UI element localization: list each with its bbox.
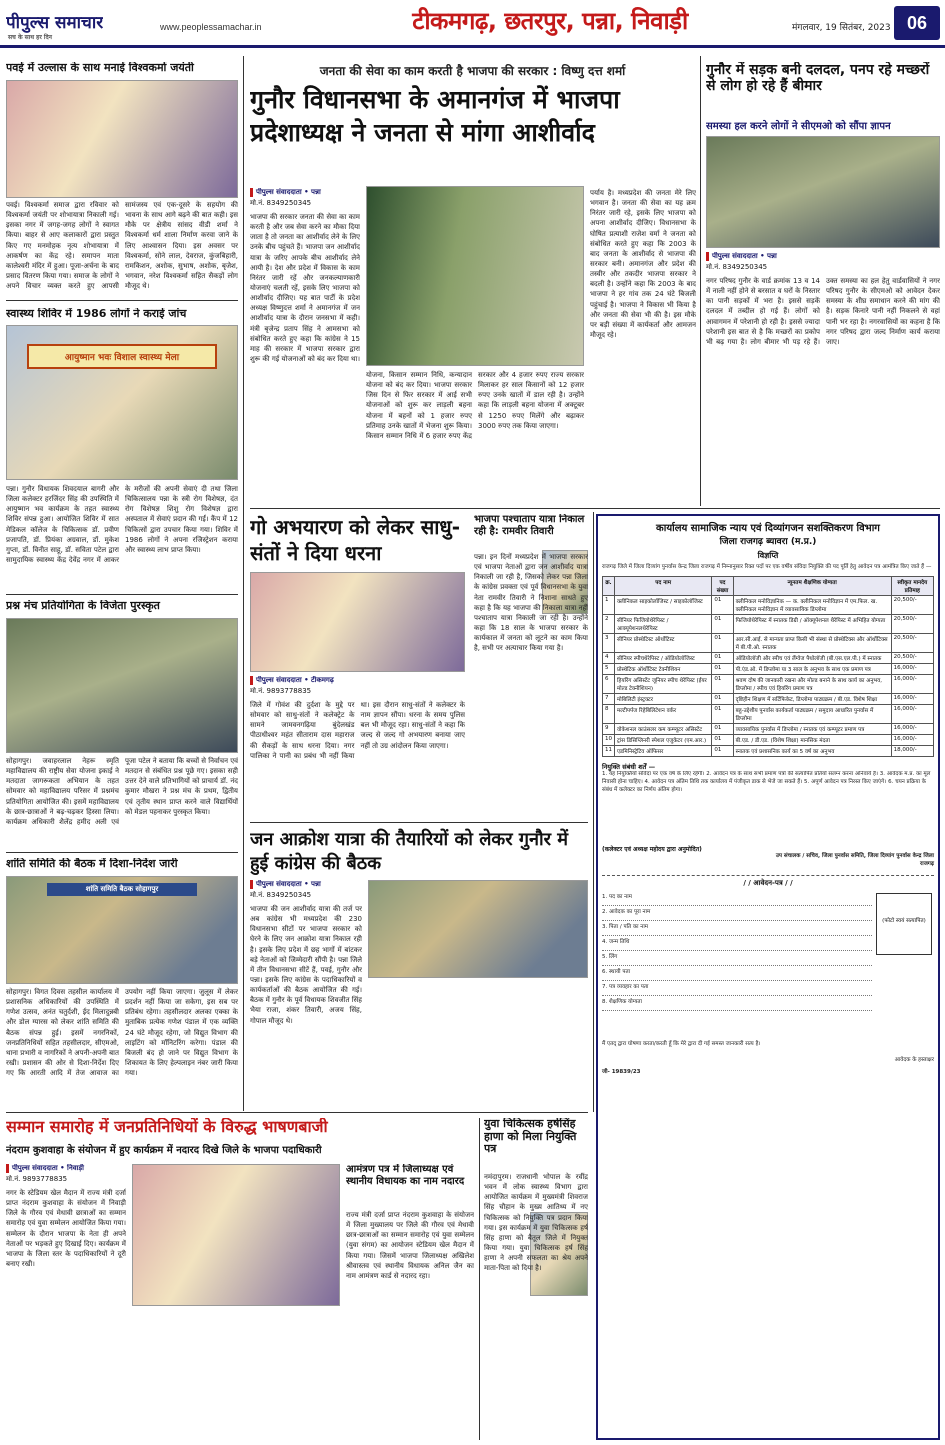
ad-table-row: [603, 723, 934, 734]
ad-vacancy-table: [602, 576, 934, 757]
story-cow-sanctuary-body: जिले में गोवंश की दुर्दशा के मुद्दे पर सोमवार को साधु-संतों ने कलेक्ट्रेट के सामने जामवनगढ़िया बुंदेलखंड पीठाधीश्वर महंत सीताराम दास महाराज की सैकड़ों के साथ धरना दिया। नगर पालिका ने पानी का प्रबंध भी नहीं किया था। इस दौरान साधु-संतों ने कलेक्टर के नाम ज्ञापन सौंपा। धरना के समय पुलिस बल भी मौजूद रहा। साधु-संतों ने कहा कि जल्द से जल्द गो अभयारण बनाया जाए नहीं तो उग्र आंदोलन किया जाएगा।: [250, 701, 465, 760]
ad-table-cell: 01: [712, 614, 733, 633]
story-vishwakarma-body: पवई। विश्वकर्मा समाज द्वारा रविवार को विश्वकर्मा जयंती पर शोभायात्रा निकाली गई। इसका नगर में जगह-जगह लोगों ने स्वागत किया। बाहर से आए कलाकारों द्वारा प्रस्तुत किए गए मनमोहक नृत्य शोभायात्रा में आकर्षण का केंद्र रहे। समापन माता कालेश्वरी मंदिर में हुआ। पूजा-अर्चना के बाद प्रसाद वितरण किया गया। समाज के लोगों ने अपने विचार व्यक्त करते हुए आपसी सामंजस्य एवं एक-दूसरे के सहयोग की भावना के साथ आगे बढ़ने की बात कही। इस मौके पर क्षेत्रीय सांसद वीडी शर्मा ने विश्वकर्मा धर्म शाला निर्माण करवा जाने के लिए आश्वासन दिया। इस अवसर पर विश्वकर्मा, सोने लाल, देवराज, कुंजबिहारी, रामकिशन, अशोक, सुभाष, अशोक, बृजेश, भगवान, नरेश विश्वकर्मा सहित सैकड़ों लोग मौजूद थे।: [6, 201, 238, 291]
ad-table-cell: क्लीनिकल मनोविज्ञानिक — क. क्लीनिकल मनोविज्ञान में एम.फिल. ख. क्लीनिकल मनोविज्ञान में व्यावसायिक डिप्लोमा: [733, 595, 891, 614]
ad-code: जी- 19839/23: [602, 1068, 641, 1075]
ad-table-cell: मल्टीपर्पज रिहेबिलिटेशन वर्कर: [615, 704, 712, 723]
ad-table-cell: दृष्टिहीन शिक्षण में सर्टिफिकेट, डिप्लोमा पाठ्यक्रम / बी.एड. विशेष शिक्षा: [733, 693, 891, 704]
ad-table-cell: स्नातक एवं प्रशासनिक कार्य का 5 वर्ष का अनुभव: [733, 745, 891, 756]
story-felicitation-body: नगर के स्टेडियम खेल मैदान में राज्य मंत्री दर्जा प्राप्त नंदराम कुशवाहा के संयोजन में निवाड़ी जिले के गौरव एवं मेधावी छात्राओं का सम्मान समारोह एवं युवा सम्मेलन आयोजित किया गया। सम्मेलन के दौरान भाजपा के नेता ही अपने नेताओं पर भड़कते हुए दिखाई दिए। कार्यक्रम में भाजपा के जिला स्तर के पदाधिकारियों ने दूरी बनाए रखी।: [6, 1189, 126, 1268]
story-road-phone: मो.नं. 8349250345: [706, 263, 768, 271]
ad-conditions: 1. यह नियुक्तियाँ संविदा पर एक वर्ष के लिए रहेंगी। 2. आवेदन पत्र के साथ सभी प्रमाण पत्रों की सत्यापित प्रतियाँ संलग्न करना अनिवार्य है। 3. आवेदक म.प्र. का मूल निवासी होना चाहिए। 4. आवेदन पत्र अंतिम तिथि तक कार्यालय में पंजीकृत डाक से भेजे जा सकते हैं। 5. अपूर्ण आवेदन पत्र निरस्त किए जाएंगे। 6. चयन प्रक्रिया के संबंध में कलेक्टर का निर्णय अंतिम होगा।: [602, 770, 931, 793]
ad-table-cell: क्लीनिकल साइकोलॉजिस्ट / साइकोलॉजिस्ट: [615, 595, 712, 614]
story-cow-sanctuary-phone: मो.नं. 9893778835: [250, 687, 312, 695]
story-road-byline: पीपुल्स संवाददाता • पन्ना: [706, 252, 818, 261]
ad-table-cell: 01: [712, 723, 733, 734]
ad-form-field[interactable]: 2. आवेदक का पूरा नाम: [602, 906, 872, 921]
ad-table-header: पद नाम: [615, 576, 712, 595]
story-quiz-body: सोहागपुर। जवाहरलाल नेहरू स्मृति महाविद्यालय की राष्ट्रीय सेवा योजना इकाई ने मतदाता जागरूकता अभियान के तहत सोमवार को महाविद्यालय परिसर में प्रश्नमंच प्रतियोगिता आयोजित की। इसमें महाविद्यालय के छात्र-छात्राओं ने बढ़-चढ़कर हिस्सा लिया। कार्यक्रम अधिकारी शैलेंद्र हमीद अली एवं पूजा पटेल ने बताया कि बच्चों से निर्वाचन एवं मतदान से संबंधित प्रश्न पूछे गए। इसका सही उत्तर देने वाले प्रतिभागियों को प्राचार्य डॉ. नंद कुमार मौखरा ने प्रश्न मंच के प्रथम, द्वितीय एवं तृतीय स्थान प्राप्त करने वाले विद्यार्थियों को मेडल पहनाकर पुरस्कृत किया।: [6, 757, 238, 826]
story-congress-meeting-phone: मो.नं. 8349250345: [250, 891, 312, 899]
ad-table-cell: हियरिंग असिस्टेंट जूनियर स्पीच थेरेपिस्ट (ईयर मोल्ड टेक्नीशियन): [615, 674, 712, 693]
edition-title: टीकमगढ़, छतरपुर, पन्ना, निवाड़ी: [412, 7, 688, 35]
ad-table-cell: 16,000/-: [891, 693, 933, 704]
ad-table-cell: सीनियर प्रोस्थेटिस्ट ऑर्थोटिस्ट: [615, 633, 712, 652]
sadhu-protest-photo: [250, 572, 465, 672]
story-road-deck: समस्या हल करने लोगों ने सीएमओ को सौंपा ज्ञापन: [706, 121, 891, 132]
ad-notice-heading: विज्ञप्ति: [757, 551, 779, 560]
ad-form-heading: / / आवेदन-पत्र / /: [602, 875, 934, 888]
ad-department-title: कार्यालय सामाजिक न्याय एवं दिव्यांगजन सशक्तिकरण विभाग: [656, 523, 880, 534]
story-doctor-body: नमंदापुरम। राजधानी भोपाल के रवींद्र भवन में लोक स्वास्थ्य विभाग द्वारा आयोजित कार्यक्रम में मुख्यमंत्री शिवराज सिंह चौहान के मुख्य आतिथ्य में नए चिकित्सक को नियुक्ति पत्र प्रदान किया गया। इस कार्यक्रम में युवा चिकित्सक हर्ष सिंह हाणा को बैतूल जिले में नियुक्त किया गया। युवा चिकित्सक हर्ष सिंह हाणा ने अपनी सफलता का श्रेय अपने माता-पिता को दिया है।: [484, 1173, 588, 1273]
ad-form-field[interactable]: 1. पद का नाम: [602, 891, 872, 906]
ad-table-cell: सीनियर फिजियोथेरेपिस्ट / आक्यूपेशनलथेरेपिस्ट: [615, 614, 712, 633]
lead-byline: पीपुल्स संवाददाता • पन्ना: [250, 188, 360, 197]
column-separator: [700, 56, 701, 506]
story-felicitation-phone: मो.नं. 9893778835: [6, 1175, 68, 1183]
congress-meeting-photo: [368, 880, 588, 978]
story-peace-committee-headline: शांति समिति की बैठक में दिशा-निर्देश जारी: [6, 858, 178, 870]
ad-table-cell: सीनियर स्पीचथेरेपिस्ट / ऑडियोलॉजिस्ट: [615, 652, 712, 663]
ad-table-cell: 11: [603, 745, 615, 756]
ad-table-row: [603, 674, 934, 693]
website-url[interactable]: www.peoplessamachar.in: [160, 22, 262, 32]
ad-table-cell: 18,000/-: [891, 745, 933, 756]
lead-body-col1: भाजपा की सरकार जनता की सेवा का काम करती है और जब सेवा करने का मौका दिया जाता है तो जनता का आशीर्वाद लेने के लिए उनके बीच पहुंचते हैं। भाजपा जन आशीर्वाद यात्रा के जरिए आपके बीच आशीर्वाद लेने आयी है। देश और प्रदेश में विकास के काम निरंतर जारी रहें और जनकल्याणकारी योजनाएं चलती रहें, इसके लिए भाजपा को आशीर्वाद दीजिए। यह बात पार्टी के प्रदेश अध्यक्ष विष्णुदत्त शर्मा ने अमानगंज में जन आशीर्वाद यात्रा के दौरान जनसभा में कही। मंत्री बृजेन्द्र प्रताप सिंह ने आमसभा को संबोधित करते हुए कहा कि कांग्रेस ने 15 माह की सरकार में भाजपा सरकार द्वारा शुरू की गई योजनाओं को बंद कर दिया था।: [250, 213, 360, 363]
lead-rally-photo: [366, 186, 584, 366]
ad-form-field[interactable]: 3. पिता / पति का नाम: [602, 921, 872, 936]
recruitment-advertisement: [596, 514, 940, 1440]
ad-table-cell: 4: [603, 652, 615, 663]
ad-district: जिला राजगढ़ ब्यावरा (म.प्र.): [719, 537, 817, 547]
ad-table-cell: व्यावसायिक पुनर्वास में डिप्लोमा / स्नातक एवं कम्प्यूटर प्रमाण पत्र: [733, 723, 891, 734]
peace-committee-banner: शांति समिति बैठक सोहागपुर: [47, 883, 197, 896]
ad-table-header: स्वीकृत मानदेय प्रतिमाह: [891, 576, 933, 595]
story-doctor-headline: युवा चिकित्सक हर्षसिंह हाणा को मिला नियुक्ति पत्र: [484, 1118, 577, 1156]
ad-table-cell: पी.एंड.ओ. में डिप्लोमा या 3 साल के अनुभव के साथ एक प्रमाण पत्र: [733, 663, 891, 674]
divider: [6, 300, 238, 301]
ad-form-fields: [602, 891, 872, 1011]
story-felicitation-byline: पीपुल्स संवाददाता • निवाड़ी: [6, 1164, 126, 1173]
ad-table-row: [603, 734, 934, 745]
story-quiz-headline: प्रश्न मंच प्रतियोगिता के विजेता पुरस्कृत: [6, 600, 160, 612]
issue-date: मंगलवार, 19 सितंबर, 2023: [792, 23, 891, 33]
ad-form-field[interactable]: 6. स्थायी पता: [602, 966, 872, 981]
ad-form-field[interactable]: 8. शैक्षणिक योग्यता: [602, 996, 872, 1011]
ad-table-row: [603, 663, 934, 674]
ad-table-cell: 01: [712, 693, 733, 704]
divider: [6, 852, 238, 853]
story-road-headline: गुनौर में सड़क बनी दलदल, पनप रहे मच्छरों से लोग हो रहे हैं बीमार: [706, 62, 930, 95]
ad-table-cell: 5: [603, 663, 615, 674]
page-number: 06: [894, 6, 940, 40]
story-congress-meeting-headline: जन आक्रोश यात्रा की तैयारियों को लेकर गुनौर में हुई कांग्रेस की बैठक: [250, 829, 569, 875]
ad-form-field[interactable]: 7. पत्र व्यवहार का पता: [602, 981, 872, 996]
ad-table-cell: 01: [712, 704, 733, 723]
ad-declaration: मैं एतद् द्वारा घोषणा करता/करती हूँ कि मेरे द्वारा दी गई समस्त जानकारी सत्य है।: [602, 1040, 761, 1047]
health-camp-photo: [6, 325, 238, 480]
ad-table-cell: बहु-उद्देशीय पुनर्वास कार्यकर्ता पाठ्यक्रम / समुदाय आधारित पुनर्वास में डिप्लोमा: [733, 704, 891, 723]
ad-table-cell: 01: [712, 663, 733, 674]
story-congress-meeting-body: भाजपा की जन आशीर्वाद यात्रा की तर्ज पर अब कांग्रेस भी मध्यप्रदेश की 230 विधानसभा सीटों पर भाजपा सरकार को घेरने के लिए जन आक्रोश यात्रा निकाल रही है। इसके लिए प्रदेश में छह भागों में बांटकर बड़े नेताओं को जिम्मेदारी सौंपी है। पन्ना जिले में तीन विधानसभा सीटें हैं, पवई, गुनौर और पन्ना। इसके लिए कांग्रेस के पदाधिकारियों व कार्यकर्ताओं की बैठक आयोजित की गई। बैठक में गुनौर के पूर्व विधायक शिवजीत सिंह भैया राजा, शंकर तिवारी, अजय सिंह, गोपाल मौजूद थे।: [250, 905, 362, 1025]
ad-signatory: उप संचालक / सचिव, जिला पुनर्वास समिति, जिला दिव्यांग पुनर्वास केन्द्र जिला राजगढ़: [775, 852, 934, 867]
muddy-road-photo: [706, 136, 940, 248]
column-separator: [243, 56, 244, 1111]
column-separator: [479, 1118, 480, 1440]
story-road-body: नगर परिषद गुनौर के वार्ड क्रमांक 13 व 14 में नाली नहीं होने से बरसात व घरों के निस्तार का पानी सड़कों में भरा है। इससे सड़कें दलदल में तब्दील हो गई हैं। लोगों को आवागमन में परेशानी हो रही है। इससे ज्यादा परेशानी इस बात से है कि मच्छरों का प्रकोप भी बढ़ गया है। लोग बीमार भी पड़ रहे हैं। उक्त समस्या का हल हेतु वार्डवासियों ने नगर परिषद गुनौर के सीएमओ को आवेदन देकर समस्या के शीघ्र समाधान करने की मांग की है। सड़क किनारे पानी नहीं निकलने से वहां पानी भर रहा है। नगरवासियों का कहना है कि नगर परिषद द्वारा जल्द निर्माण कार्य कराया जाए।: [706, 277, 940, 346]
story-cow-sanctuary-headline: गो अभयारण को लेकर साधु-संतों ने दिया धरना: [250, 515, 460, 565]
story-repentance-body: पन्ना। इन दिनों मध्यप्रदेश में भाजपा सरकार एवं भाजपा नेताओं द्वारा जन आशीर्वाद यात्रा निकाली जा रही है, जिसको लेकर पन्ना जिला के कांग्रेस प्रवक्ता एवं पूर्व विधानसभा के युवा नेता रामवीर तिवारी ने निशाना साधते हुए कहा है कि यह भाजपा की निकाला यात्रा नहीं पश्चाताप यात्रा निकाली जा रही है। उन्होंने कहा कि 18 साल के भाजपा सरकार के कार्यकाल में जनता को लूटने का काम किया है, सभी पर अत्याचार किया गया है।: [474, 553, 588, 653]
ad-table-row: [603, 595, 934, 614]
story-vishwakarma-headline: पवई में उल्लास के साथ मनाई विश्वकर्मा जयंती: [6, 62, 194, 74]
ad-form-field[interactable]: 4. जन्म तिथि: [602, 936, 872, 951]
ad-table-row: [603, 633, 934, 652]
ad-table-cell: 20,500/-: [891, 614, 933, 633]
ad-table-cell: 01: [712, 745, 733, 756]
ad-table-cell: एडमिनिस्ट्रेटिव ऑफिसर: [615, 745, 712, 756]
ad-table-cell: आर.सी.आई. से मान्यता प्राप्त किसी भी संस्था से प्रोस्थेटिक्स और ऑर्थोटिक्स में बी.पी.ओ. स्नातक: [733, 633, 891, 652]
ad-table-cell: प्रोस्थेटिक ऑर्थोटिस्ट टेक्नीशियन: [615, 663, 712, 674]
column-separator: [593, 512, 594, 1112]
ad-table-cell: फिजियोथेरेपिस्ट में स्नातक डिग्री / ऑक्यूपेशनल थैरेपिस्ट में अभिहित योग्यता: [733, 614, 891, 633]
ad-table-header: क्र.: [603, 576, 615, 595]
story-invitation-headline: आमंत्रण पत्र में जिलाध्यक्ष एवं स्थानीय विधायक का नाम नदारद: [346, 1164, 465, 1187]
ad-table-row: [603, 745, 934, 756]
story-invitation-body: राज्य मंत्री दर्जा प्राप्त नंदराम कुशवाहा के संयोजन में जिला मुख्यालय पर जिले की गौरव एवं मेधावी छात्र-छात्राओं का सम्मान समारोह एवं युवा सम्मेलन (युवा संगम) का आयोजन स्टेडियम खेल मैदान में किया गया। जिसमें भाजपा जिलाध्यक्ष अखिलेश श्रीवास्तव एवं स्थानीय विधायक अनिल जैन का नाम आमंत्रण कार्ड से नदारद रहा।: [346, 1211, 474, 1280]
ad-table-cell: 16,000/-: [891, 704, 933, 723]
story-felicitation-deck: नंदराम कुशवाहा के संयोजन में हुए कार्यक्रम में नदारद दिखे जिले के भाजपा पदाधिकारी: [6, 1145, 322, 1156]
ad-table-cell: 10: [603, 734, 615, 745]
ad-table-cell: 01: [712, 734, 733, 745]
lead-body-col3: पर्याय है। मध्यप्रदेश की जनता मेरे लिए भगवान है। जनता की सेवा का यह क्रम निरंतर जारी रहे, इसके लिए भाजपा को अपना आशीर्वाद दीजिए। विधानसभा के घोषित प्रत्याशी राजेश वर्मा ने जनता को संबोधित करते हुए कहा कि 2003 के बाद जनता के आशीर्वाद से भाजपा की सरकार बनी। अमानगंज और प्रदेश की तस्वीर और तकदीर भाजपा सरकार ने बदली है। उन्होंने कहा कि 2003 के बाद भाजपा ने हर गांव तक 24 घंटे बिजली पहुंचाई है। भाजपा ने विकास भी किया है और जनता की सेवा भी की है। इस मौके पर बड़ी संख्या में कार्यकर्ता और आमजन मौजूद रहे।: [590, 189, 696, 339]
ad-table-row: [603, 614, 934, 633]
divider: [6, 594, 238, 595]
divider: [6, 1112, 588, 1113]
ad-table-cell: 16,000/-: [891, 663, 933, 674]
ad-conditions-heading: नियुक्ति संबंधी शर्तें —: [602, 762, 656, 771]
story-health-camp-headline: स्वास्थ्य शिविर में 1986 लोगों ने कराई जांच: [6, 308, 187, 320]
story-felicitation-body-cont: [132, 1310, 340, 1438]
ad-table-header: न्यूनतम शैक्षणिक योग्यता: [733, 576, 891, 595]
ad-table-cell: 20,500/-: [891, 595, 933, 614]
ad-table-cell: 20,500/-: [891, 652, 933, 663]
masthead: [0, 0, 945, 48]
vishwakarma-procession-photo: [6, 80, 238, 198]
lead-body-col2: योजना, किसान सम्मान निधि, कन्यादान योजना को बंद कर दिया। भाजपा सरकार जिस दिन से फिर सरकार में आई सभी योजनाओं को शुरू कर लाड़ली बहना योजना में बहनों को 1 हजार रुपए प्रतिमाह उनके खातों में भेजना शुरू किया। किसान सम्मान निधि में 6 हजार रुपए केंद्र सरकार और 4 हजार रुपए राज्य सरकार मिलाकर हर साल किसानों को 12 हजार रुपए उनके खातों में डाल रही है। उन्होंने कहा कि लाड़ली बहना योजना में अक्टूबर से 1250 रुपए मिलेंगे और बढ़ाकर 3000 रुपए तक किया जाएगा।: [366, 371, 584, 440]
ad-photo-box: (फोटो स्वयं सत्यापित): [876, 893, 932, 955]
ad-table-cell: 6: [603, 674, 615, 693]
felicitation-stage-photo: [132, 1164, 340, 1306]
ad-table-cell: 16,000/-: [891, 674, 933, 693]
ad-table-cell: 01: [712, 652, 733, 663]
ad-applicant-signature: आवेदक के हस्ताक्षर: [894, 1056, 934, 1063]
story-repentance-headline: भाजपा पश्चाताप यात्रा निकाल रही है: रामवीर तिवारी: [474, 514, 585, 537]
ad-table-cell: 01: [712, 595, 733, 614]
ad-table-cell: 1: [603, 595, 615, 614]
divider: [250, 508, 940, 509]
ad-table-cell: वोकेशनल काउंसलर कम कम्प्यूटर असिस्टेंट: [615, 723, 712, 734]
ad-table-cell: 01: [712, 674, 733, 693]
lead-kicker: जनता की सेवा का काम करती है भाजपा की सरकार : विष्णु दत्त शर्मा: [319, 64, 626, 78]
ad-form-field[interactable]: 5. लिंग: [602, 951, 872, 966]
story-peace-committee-body: सोहागपुर। विगत दिवस तहसील कार्यालय में प्रशासनिक अधिकारियों की उपस्थिति में गणेश उत्सव, अनंत चतुर्दशी, ईद मिलादुन्नबी और डोल ग्यारस को लेकर शांति समिति की बैठक संपन्न हुई। इसमें नगरनिकों, जनप्रतिनिधियों सहित तहसीलदार, सीएमओ, थाना प्रभारी व नागरिकों ने अपनी-अपनी बात रखी। प्रशासन की ओर से दिशा-निर्देश दिए गए कि आरती आदि में तेज आवाज का उपयोग नहीं किया जाएगा। जुलूस में लेकर प्रदर्शन नहीं किया जा सकेगा, इस सब पर प्रतिबंध रहेगा। तहसीलदार अलका एक्का के मुताबिक प्रत्येक गणेश पंडाल में एक व्यक्ति 24 घंटे मौजूद रहेगा, जो विद्युत विभाग की लाइटिंग को मॉनिटरिंग करेगा। पंडाल की बिजली बंद हो जाने पर विद्युत विभाग के शिकायत के लिए हेल्पलाइन नंबर जारी किया गया।: [6, 988, 238, 1078]
ad-table-row: [603, 693, 934, 704]
ad-table-cell: 8: [603, 704, 615, 723]
story-felicitation-headline: सम्मान समारोह में जनप्रतिनिधियों के विरुद्ध भाषणबाजी: [6, 1118, 328, 1136]
ad-table-cell: 16,000/-: [891, 734, 933, 745]
ad-table-cell: मोबिलिटी इंस्ट्रक्टर: [615, 693, 712, 704]
ad-table-cell: श्रवण दोष की जानकारी रखना और मोल्ड बनाने के साथ कार्य का अनुभव, डिप्लोमा / स्पीच एवं हियरिंग प्रमाण पत्र: [733, 674, 891, 693]
ad-table-cell: 01: [712, 633, 733, 652]
newspaper-logo: पीपुल्स समाचार सच के साथ हर दिन: [6, 13, 104, 41]
story-cow-sanctuary-byline: पीपुल्स संवाददाता • टीकमगढ़: [250, 676, 360, 685]
ad-table-cell: 16,000/-: [891, 723, 933, 734]
ad-table-cell: 20,500/-: [891, 633, 933, 652]
health-camp-banner: आयुष्मान भवः विशाल स्वास्थ्य मेला: [27, 344, 217, 369]
divider: [250, 822, 588, 823]
story-congress-meeting-byline: पीपुल्स संवाददाता • पन्ना: [250, 880, 360, 889]
ad-table-cell: 7: [603, 693, 615, 704]
ad-table-cell: 2: [603, 614, 615, 633]
ad-approval-note: (कलेक्टर एवं अध्यक्ष महोदय द्वारा अनुमोदित): [602, 845, 702, 853]
ad-table-row: [603, 652, 934, 663]
quiz-winners-photo: [6, 618, 238, 753]
ad-table-header: पद संख्या: [712, 576, 733, 595]
lead-phone: मो.नं. 8349250345: [250, 199, 312, 207]
ad-table-cell: ट्रांस डिसिप्लिनरी स्पेशल एजुकेटर (एम.आर.): [615, 734, 712, 745]
ad-table-cell: 9: [603, 723, 615, 734]
ad-table-cell: बी.एड. / डी.एड. (विशेष शिक्षा) मानसिक मंदता: [733, 734, 891, 745]
ad-table-row: [603, 704, 934, 723]
story-health-camp-body: पन्ना। गुनौर विधायक शिवदयाल बागरी और जिला कलेक्टर हरजिंदर सिंह की उपस्थिति में आयुष्मान भव कार्यक्रम के तहत स्वास्थ्य शिविर संपन्न हुआ। आयोजित शिविर में सात मेडिकल कॉलेज के चिकित्सक डॉ. प्रवीण प्रजापति, डॉ. प्रियंका अग्रवाल, डॉ. मुकेश गुप्ता, डॉ. विनीत साहू, डॉ. सविता पटेल द्वारा सामुदायिक स्वास्थ्य केंद्र देवेंद्र नगर में आकर के मरीजों की अपनी सेवाएं दी तथा जिला चिकित्सालय पन्ना के स्त्री रोग विशेषज्ञ, दंत रोग विशेषज्ञ शिशु रोग विशेषज्ञ द्वारा अस्पताल में सेवाएं प्रदान की गईं। कैंप में 12 चिकित्सों द्वारा उपचार किया गया। शिविर में 1986 लोगों ने अपना रजिस्ट्रेशन कराया और स्वास्थ्य लाभ प्राप्त किया।: [6, 485, 238, 564]
ad-table-cell: 3: [603, 633, 615, 652]
peace-committee-photo: [6, 876, 238, 984]
ad-table-cell: ऑडियोलॉजी और स्पीच एवं लैंग्वेज पैथोलॉजी (बी.एस.एल.पी.) में स्नातक: [733, 652, 891, 663]
ad-intro: राजगढ़ जिले में जिला दिव्यांग पुनर्वास केन्द्र जिला राजगढ़ में निम्नानुसार रिक्त पदों पर एक वर्षीय संविदा नियुक्ति की पद पूर्ति हेतु आवेदन पत्र आमंत्रित किए जाते हैं —: [602, 564, 932, 570]
lead-headline: गुनौर विधानसभा के अमानगंज में भाजपा प्रदेशाध्यक्ष ने जनता से मांगा आशीर्वाद: [250, 85, 620, 147]
